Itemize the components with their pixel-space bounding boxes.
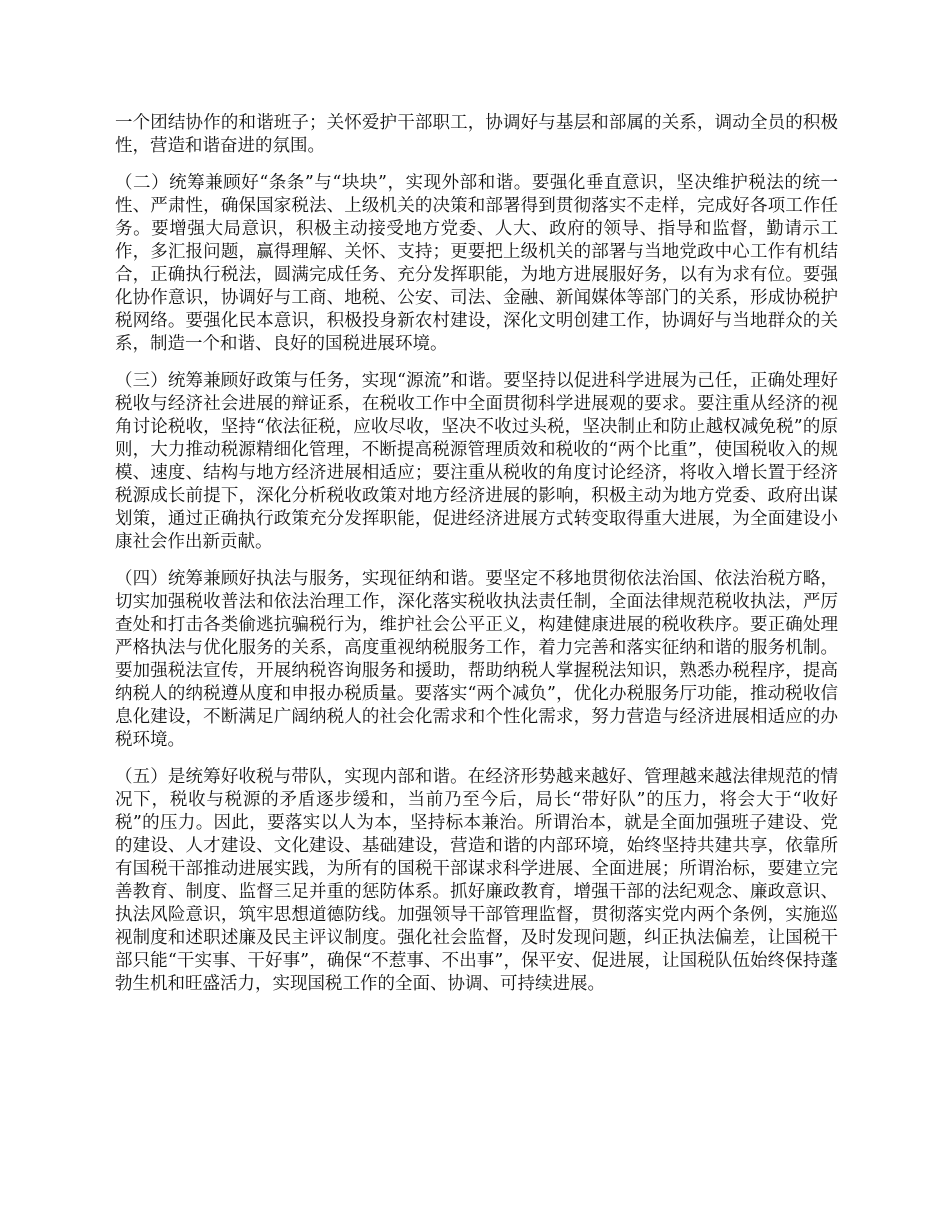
- paragraph-section-5: （五）是统筹好收税与带队，实现内部和谐。在经济形势越来越好、管理越来越法律规范的情况下，税收与税源的矛盾逐步缓和，当前乃至今后，局长“带好队”的压力，将会大于“收好税”的压力。因此，要落实以人为本，坚持标本兼治。所谓治本，就是全面加强班子建设、党的建设、人才建设、文化建设、基础建设，营造和谐的内部环境，始终坚持共建共享，依靠所有国税干部推动进展实践，为所有的国税干部谋求科学进展、全面进展；所谓治标，要建立完善教育、制度、监督三足并重的惩防体系。抓好廉政教育，增强干部的法纪观念、廉政意识、执法风险意识，筑牢思想道德防线。加强领导干部管理监督，贯彻落实党内两个条例，实施巡视制度和述职述廉及民主评议制度。强化社会监督，及时发现问题，纠正执法偏差，让国税干部只能“干实事、干好事”，确保“不惹事、不出事”，保平安、促进展，让国税队伍始终保持蓬勃生机和旺盛活力，实现国税工作的全面、协调、可持续进展。: [115, 767, 838, 994]
- paragraph-section-4: （四）统筹兼顾好执法与服务，实现征纳和谐。要坚定不移地贯彻依法治国、依法治税方略，切实加强税收普法和依法治理工作，深化落实税收执法责任制，全面法律规范税收执法，严厉查处和打击各类偷逃抗骗税行为，维护社会公平正义，构建健康进展的税收秩序。要正确处理严格执法与优化服务的关系，高度重视纳税服务工作，着力完善和落实征纳和谐的服务机制。要加强税法宣传，开展纳税咨询服务和援助，帮助纳税人掌握税法知识，熟悉办税程序，提高纳税人的纳税遵从度和申报办税质量。要落实“两个减负”，优化办税服务厅功能，推动税收信息化建设，不断满足广阔纳税人的社会化需求和个性化需求，努力营造与经济进展相适应的办税环境。: [115, 569, 838, 750]
- document-body: [115, 112, 838, 1010]
- paragraph-section-3: （三）统筹兼顾好政策与任务，实现“源流”和谐。要坚持以促进科学进展为己任，正确处理好税收与经济社会进展的辩证系，在税收工作中全面贯彻科学进展观的要求。要注重从经济的视角讨论税收，坚持“依法征税，应收尽收，坚决不收过头税，坚决制止和防止越权减免税”的原则，大力推动税源精细化管理，不断提高税源管理质效和税收的“两个比重”，使国税收入的规模、速度、结构与地方经济进展相适应；要注重从税收的角度讨论经济，将收入增长置于经济税源成长前提下，深化分析税收政策对地方经济进展的影响，积极主动为地方党委、政府出谋划策，通过正确执行政策充分发挥职能，促进经济进展方式转变取得重大进展，为全面建设小康社会作出新贡献。: [115, 371, 838, 552]
- paragraph-section-2: （二）统筹兼顾好“条条”与“块块”，实现外部和谐。要强化垂直意识，坚决维护税法的统一性、严肃性，确保国家税法、上级机关的决策和部署得到贯彻落实不走样，完成好各项工作任务。要增强大局意识，积极主动接受地方党委、人大、政府的领导、指导和监督，勤请示工作，多汇报问题，赢得理解、关怀、支持；更要把上级机关的部署与当地党政中心工作有机结合，正确执行税法，圆满完成任务、充分发挥职能，为地方进展服好务，以有为求有位。要强化协作意识，协调好与工商、地税、公安、司法、金融、新闻媒体等部门的关系，形成协税护税网络。要强化民本意识，积极投身新农村建设，深化文明创建工作，协调好与当地群众的关系，制造一个和谐、良好的国税进展环境。: [115, 173, 838, 354]
- paragraph-continuation: 一个团结协作的和谐班子；关怀爱护干部职工，协调好与基层和部属的关系，调动全员的积极性，营造和谐奋进的氛围。: [115, 113, 838, 156]
